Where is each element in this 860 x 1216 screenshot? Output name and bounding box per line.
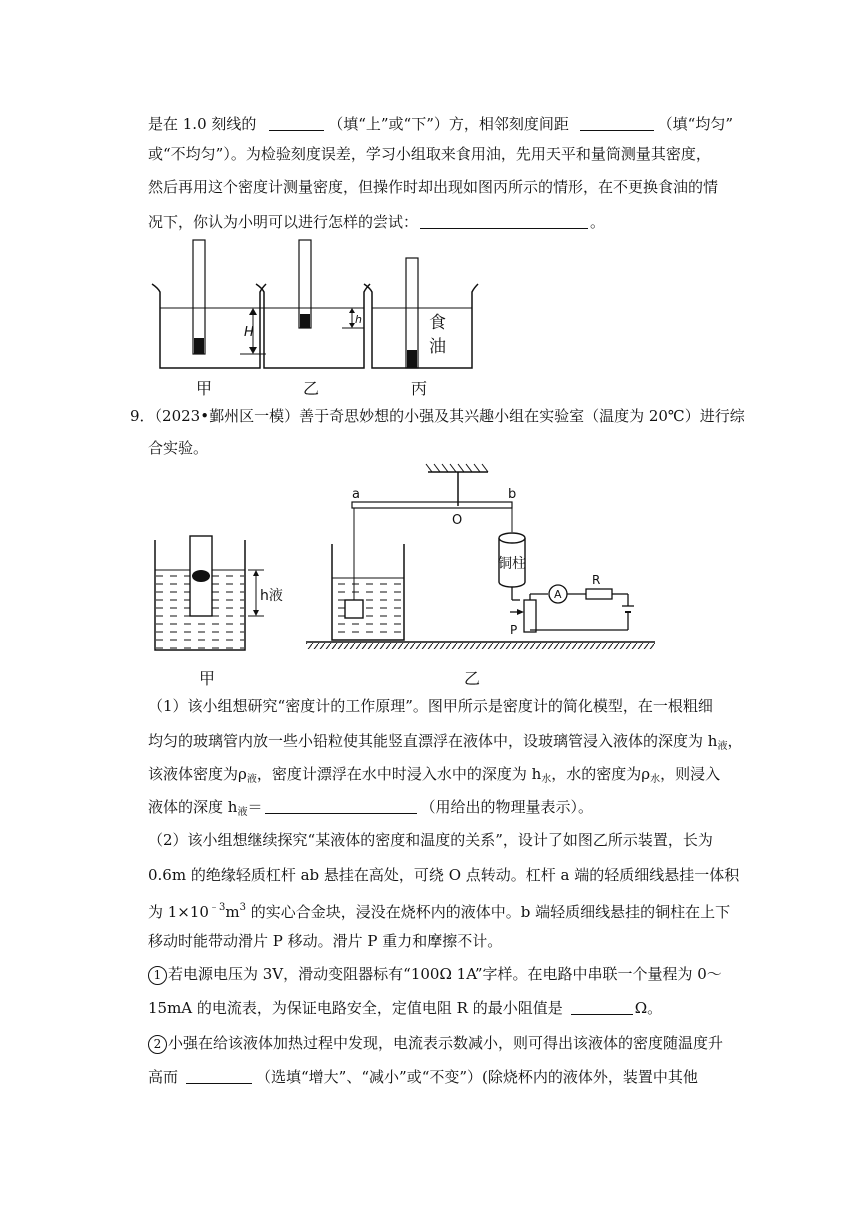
q9-text: ＝ xyxy=(247,798,263,816)
q9-p2-sub1-line-2 xyxy=(148,998,662,1018)
q8-text: 。 xyxy=(590,213,606,231)
q9-text: 为 1×10 xyxy=(148,903,209,921)
label-H: H xyxy=(244,325,254,340)
caption-yi-9: 乙 xyxy=(464,669,481,688)
q8-text: 况下，你认为小明可以进行怎样的尝试： xyxy=(148,213,419,231)
lever-ab xyxy=(352,502,512,508)
q9-p2-line-1: （2）该小组想继续探究“某液体的密度和温度的关系”，设计了如图乙所示装置，长为 xyxy=(148,831,713,849)
q9-header-cont: 合实验。 xyxy=(148,439,209,457)
q9-text: Ω。 xyxy=(634,999,663,1017)
oil-label-1: 食 xyxy=(429,313,446,333)
answer-blank-4[interactable] xyxy=(265,797,417,814)
lead-shot-2 xyxy=(300,314,310,328)
q8-line-4 xyxy=(148,212,605,232)
q9-text: ，水的密度为ρ xyxy=(551,765,651,783)
q9-p2-line-3 xyxy=(148,898,730,922)
caption-jia: 甲 xyxy=(196,379,213,398)
pivot-O: O xyxy=(452,513,463,528)
q9-text: ， xyxy=(727,732,743,750)
q9-text: 均匀的玻璃管内放一些小铅粒使其能竖直漂浮在液体中，设玻璃管浸入液体的深度为 h xyxy=(148,732,718,750)
q9-text: 高而 xyxy=(148,1068,179,1086)
q9-text: ，则浸入 xyxy=(660,765,721,783)
q9-text: （选填“增大”、“减小”或“不变”）(除烧杯内的液体外，装置中其他 xyxy=(256,1068,698,1086)
label-h-liquid: h液 xyxy=(260,588,283,604)
subscript: 液 xyxy=(237,807,248,818)
q9-p2-sub1-line-1 xyxy=(148,964,722,985)
superscript: 3 xyxy=(239,902,246,913)
q9-p1-line-2 xyxy=(148,731,742,757)
answer-blank-3[interactable] xyxy=(420,212,588,229)
caption-jia-9: 甲 xyxy=(199,669,216,688)
resistor-R xyxy=(586,589,612,599)
subscript: 液 xyxy=(246,774,257,785)
q9-p1-line-4 xyxy=(148,797,593,823)
q8-text: （填“均匀” xyxy=(657,115,733,133)
q9-p2-line-4: 移动时能带动滑片 P 移动。滑片 P 重力和摩擦不计。 xyxy=(148,932,503,950)
q8-beakers-figure xyxy=(0,240,860,400)
resistor-label: R xyxy=(592,573,601,587)
subscript: 水 xyxy=(541,774,552,785)
ammeter-label: A xyxy=(554,588,562,601)
subscript: 水 xyxy=(650,774,661,785)
q9-text: 液体的深度 h xyxy=(148,798,238,816)
beaker-3 xyxy=(364,284,478,368)
slider-label: P xyxy=(510,623,518,637)
oil-label-2: 油 xyxy=(429,337,446,357)
answer-blank-5[interactable] xyxy=(571,998,633,1015)
q9-text: 该液体密度为ρ xyxy=(148,765,247,783)
subscript: 液 xyxy=(717,741,728,752)
q9-p1-line-1: （1）该小组想研究“密度计的工作原理”。图甲所示是密度计的简化模型，在一根粗细 xyxy=(148,697,713,715)
lever-end-a: a xyxy=(352,487,360,502)
rheostat xyxy=(524,600,536,632)
q9-text: m xyxy=(225,903,240,921)
q9-p1-line-3 xyxy=(148,764,720,790)
caption-yi: 乙 xyxy=(303,379,320,398)
q9-p2-line-2: 0.6m 的绝缘轻质杠杆 ab 悬挂在高处，可绕 O 点转动。杠杆 a 端的轻质细线悬挂一体积 xyxy=(148,866,740,884)
q8-line-3: 然后再用这个密度计测量密度，但操作时却出现如图丙所示的情形，在不更换食油的情 xyxy=(148,178,719,196)
q9-p2-sub2-line-2 xyxy=(148,1067,698,1087)
lead-shot-1 xyxy=(194,338,204,354)
q9-text: 若电源电压为 3V，滑动变阻器标有“100Ω 1A”字样。在电路中串联一个量程为 0～ xyxy=(168,965,722,983)
answer-blank-1[interactable] xyxy=(269,114,324,131)
q9-p2-sub2-line-1 xyxy=(148,1033,723,1054)
lever-end-b: b xyxy=(508,487,517,502)
q9-header: 9．（2023•鄞州区一模）善于奇思妙想的小强及其兴趣小组在实验室（温度为 20℃）进行综 xyxy=(130,407,745,425)
circled-number-2: 2 xyxy=(148,1035,167,1054)
q9-text: ，密度计漂浮在水中时浸入水中的深度为 h xyxy=(256,765,542,783)
q8-text: （填“上”或“下”）方，相邻刻度间距 xyxy=(328,115,569,133)
lead-shot-3 xyxy=(407,350,417,368)
q9-apparatus-figure xyxy=(0,460,860,670)
lead-pellets xyxy=(192,570,210,582)
q9-text: 小强在给该液体加热过程中发现，电流表示数减小，则可得出该液体的密度随温度升 xyxy=(168,1034,724,1052)
q9-text: （用给出的物理量表示）。 xyxy=(420,798,593,816)
q8-line-1 xyxy=(148,114,733,134)
q9-text: 15mA 的电流表，为保证电路安全，定值电阻 R 的最小阻值是 xyxy=(148,999,563,1017)
copper-label: 铜柱 xyxy=(498,556,526,572)
answer-blank-6[interactable] xyxy=(186,1067,252,1084)
caption-bing: 丙 xyxy=(411,379,428,398)
label-h: h xyxy=(355,313,362,326)
q8-line-2: 或“不均匀”）。为检验刻度误差，学习小组取来食用油，先用天平和量筒测量其密度， xyxy=(148,145,711,163)
circled-number-1: 1 xyxy=(148,966,167,985)
q9-text: 的实心合金块，浸没在烧杯内的液体中。b 端轻质细线悬挂的铜柱在上下 xyxy=(245,903,731,921)
alloy-block xyxy=(345,600,363,618)
superscript: ﹣3 xyxy=(208,902,226,913)
answer-blank-2[interactable] xyxy=(580,114,654,131)
q8-text: 是在 1.0 刻线的 xyxy=(148,115,257,133)
